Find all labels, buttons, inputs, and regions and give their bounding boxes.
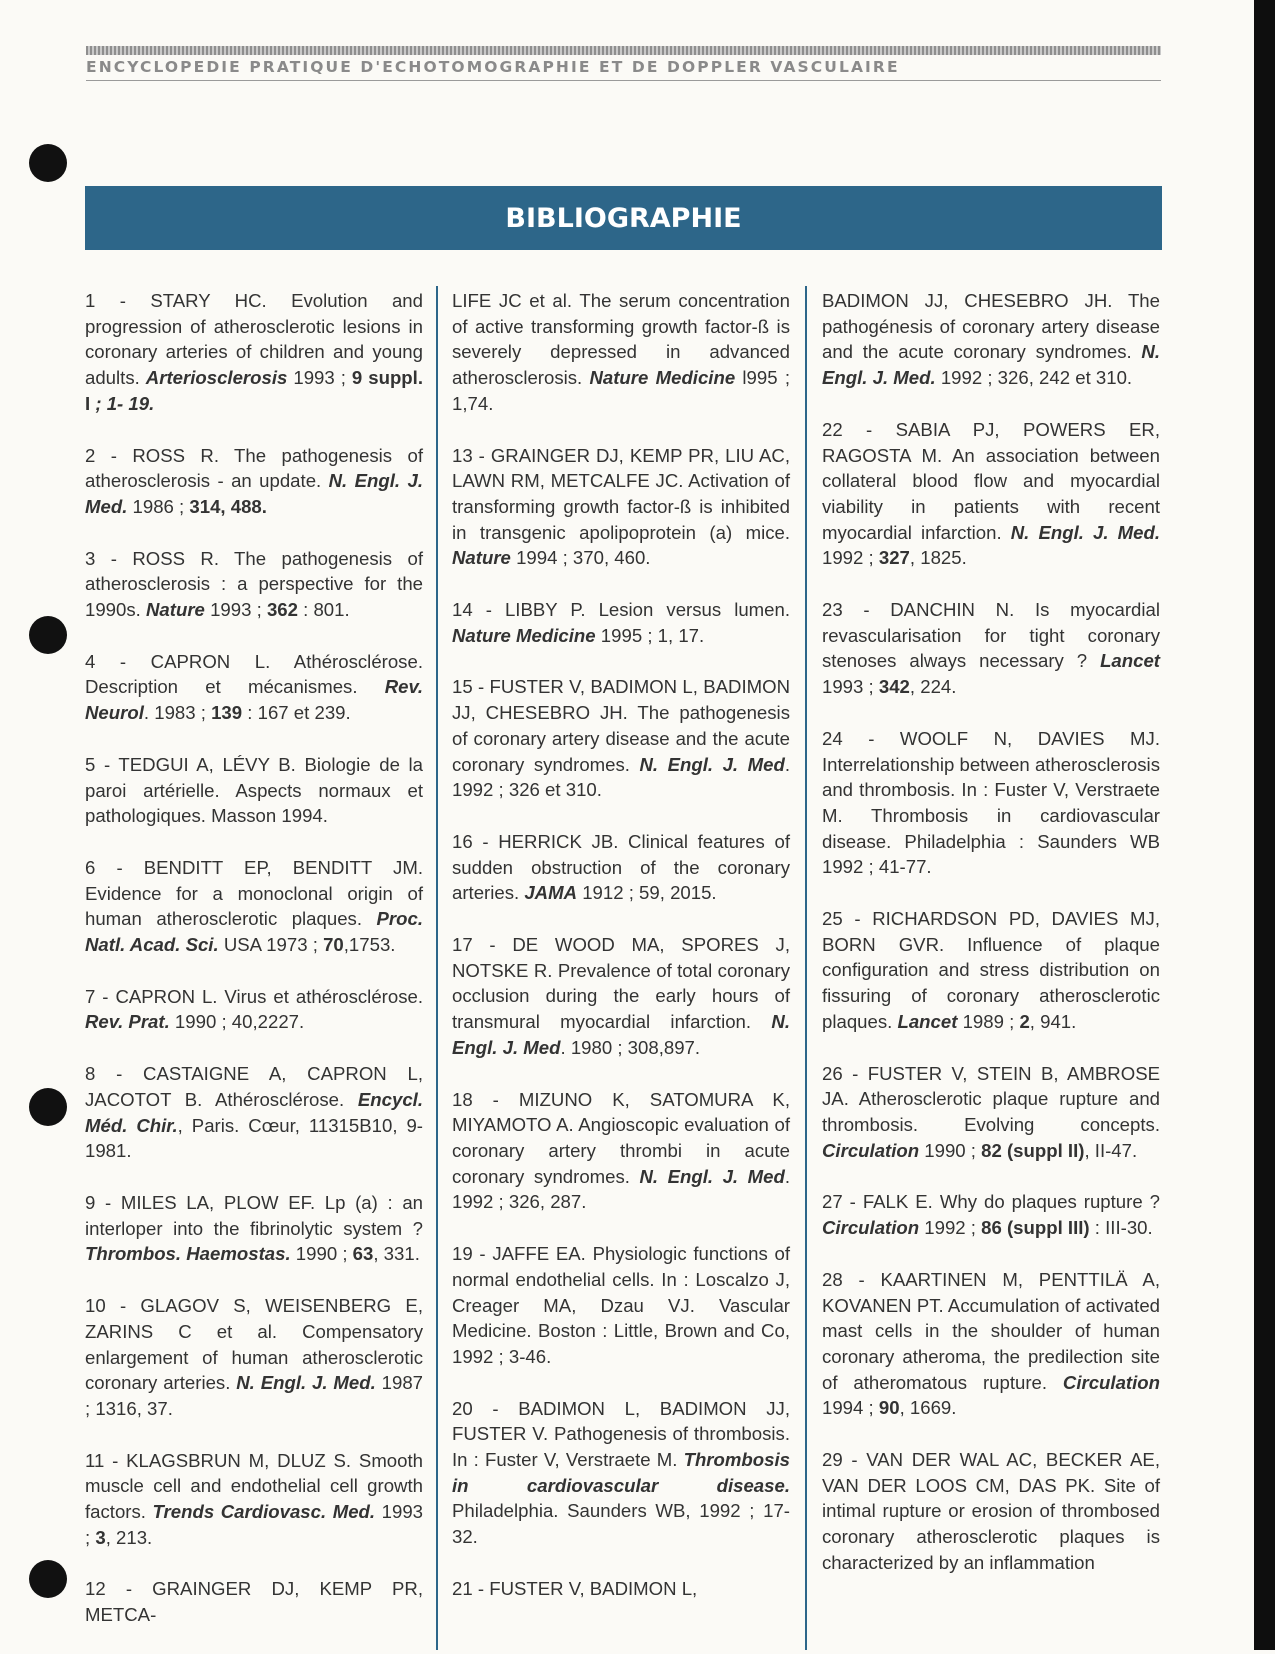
reference-text: , 224. (909, 676, 957, 698)
reference-text: 342 (878, 676, 910, 698)
reference-text: LIFE JC et al. The serum concentration of active transforming growth factor-ß is severely depressed in advanced atherosclerosis. (452, 290, 790, 389)
reference-text: 1 - STARY HC. Evolution and progression of atherosclerotic lesions in coronary arteries of children and young adults. (85, 290, 423, 389)
reference-entry (822, 597, 1160, 700)
reference-text: N. Engl. J. Med. (1010, 521, 1160, 543)
reference-text: 10 - GLAGOV S, WEISENBERG E, ZARINS C et al. Compensatory enlargement of human atherosclerotic coronary arteries. (85, 1295, 423, 1394)
reference-entry (85, 649, 423, 726)
reference-text: Circulation (822, 1217, 920, 1239)
reference-text: 1994 ; 370, 460. (510, 547, 651, 569)
reference-entry (85, 1576, 423, 1627)
reference-entry (85, 288, 423, 417)
reference-text: . 1983 ; (143, 702, 212, 724)
reference-text: Lancet (897, 1010, 958, 1032)
reference-entry (452, 1241, 790, 1370)
reference-entry (452, 1576, 790, 1602)
reference-text: Nature (146, 599, 205, 621)
reference-text: 1990 ; (290, 1243, 353, 1265)
reference-text: 11 - KLAGSBRUN M, DLUZ S. Smooth muscle cell and endothelial cell growth factors. (85, 1449, 423, 1523)
header-band (86, 46, 1161, 55)
reference-text: 362 (266, 599, 298, 621)
reference-text: Trends Cardiovasc. Med. (152, 1501, 376, 1523)
reference-text: 1912 ; 59, 2015. (577, 882, 717, 904)
reference-text: 3 - ROSS R. The pathogenesis of atherosclerosis : a perspective for the 1990s. (85, 547, 423, 621)
reference-entry (85, 855, 423, 958)
reference-text: 29 - VAN DER WAL AC, BECKER AE, VAN DER LOOS CM, DAS PK. Site of intimal rupture or erosion of thrombosed coronary atherosclerotic plaques is characterized by an inflammation (822, 1449, 1160, 1573)
reference-text: 27 - FALK E. Why do plaques rupture ? (822, 1191, 1160, 1213)
reference-text: 1987 ; 1316, 37. (85, 1372, 423, 1419)
reference-text: 16 - HERRICK JB. Clinical features of sudden obstruction of the coronary arteries. (452, 830, 790, 904)
reference-entry (822, 1189, 1160, 1240)
reference-text: 12 - GRAINGER DJ, KEMP PR, METCA- (85, 1578, 423, 1626)
reference-entry (822, 906, 1160, 1035)
reference-text: 86 (suppl III) (981, 1217, 1090, 1239)
reference-text: 1993 ; (204, 599, 267, 621)
reference-text: 1990 ; 40,2227. (169, 1011, 305, 1033)
reference-text: 18 - MIZUNO K, SATOMURA K, MIYAMOTO A. Angioscopic evaluation of coronary artery thrombi in acute coronary syndromes. (452, 1088, 790, 1187)
reference-text: : 167 et 239. (242, 702, 351, 724)
section-banner (85, 186, 1162, 250)
reference-text: 9 suppl. I (85, 367, 423, 414)
reference-text: . 1992 ; 326 et 310. (452, 753, 790, 801)
reference-entry (822, 417, 1160, 571)
reference-text: N. Engl. J. Med. (236, 1372, 376, 1394)
reference-text: 15 - FUSTER V, BADIMON L, BADIMON JJ, CHESEBRO JH. The pathogenesis of coronary artery disease and the acute coronary syndromes. (452, 676, 790, 775)
reference-text: 2 (1019, 1010, 1030, 1032)
reference-entry (85, 546, 423, 623)
reference-entry (85, 1190, 423, 1267)
reference-text: 14 - LIBBY P. Lesion versus lumen. (452, 599, 790, 621)
reference-column-3 (822, 288, 1160, 1602)
reference-entry (452, 1396, 790, 1550)
reference-text: N. Engl. J. Med. (85, 470, 423, 517)
reference-text: , Paris. Cœur, 11315B10, 9-1981. (85, 1114, 423, 1162)
reference-text: 24 - WOOLF N, DAVIES MJ. Interrelationship between atherosclerosis and thrombosis. In : Fuster V, Verstraete M. Thrombosis in cardiovascular disease. Philadelphia : Saunders WB 1992 ; 41-77. (822, 727, 1160, 878)
reference-entry (452, 829, 790, 906)
reference-text: 1995 ; 1, 17. (595, 624, 705, 646)
reference-entry (85, 1293, 423, 1422)
binder-hole (29, 144, 67, 182)
reference-text: Arteriosclerosis (145, 367, 288, 389)
binder-hole (29, 616, 67, 654)
column-divider (805, 286, 807, 1650)
reference-entry (85, 443, 423, 520)
reference-text: , 213. (105, 1526, 153, 1548)
reference-text: 327 (878, 547, 910, 569)
reference-entry (452, 932, 790, 1061)
reference-entry (452, 443, 790, 572)
reference-text: 1992 ; 326, 242 et 310. (935, 367, 1133, 389)
reference-text: 1993 ; (85, 1501, 423, 1548)
reference-text: Circulation (822, 1139, 920, 1161)
reference-text: 2 - ROSS R. The pathogenesis of atherosclerosis - an update. (85, 444, 423, 492)
reference-text: , II-47. (1084, 1139, 1138, 1161)
reference-entry (822, 1267, 1160, 1421)
reference-text: 70 (323, 934, 344, 956)
reference-entry (452, 1087, 790, 1216)
running-header: ENCYCLOPEDIE PRATIQUE D'ECHOTOMOGRAPHIE ET DE DOPPLER VASCULAIRE (86, 58, 900, 76)
reference-text: 1992 ; (919, 1217, 982, 1239)
binder-hole (29, 1560, 67, 1598)
reference-text: 7 - CAPRON L. Virus et athérosclérose. (85, 985, 423, 1007)
reference-text: 314, 488. (189, 495, 267, 517)
reference-text: 4 - CAPRON L. Athérosclérose. Description et mécanismes. (85, 650, 423, 698)
reference-text: Philadelphia. Saunders WB, 1992 ; 17-32. (452, 1500, 790, 1548)
reference-text: Proc. Natl. Acad. Sci. (85, 908, 423, 956)
reference-text: Thrombos. Haemostas. (85, 1243, 291, 1265)
reference-text: 3 (95, 1526, 106, 1548)
reference-text: ; 1- 19. (90, 392, 155, 414)
reference-text: 19 - JAFFE EA. Physiologic functions of normal endothelial cells. In : Loscalzo J, Creager MA, Dzau VJ. Vascular Medicine. Boston : Little, Brown and Co, 1992 ; 3-46. (452, 1243, 790, 1367)
reference-text: Rev. Neurol (85, 676, 423, 724)
reference-text: Lancet (1100, 650, 1160, 672)
reference-text: 22 - SABIA PJ, POWERS ER, RAGOSTA M. An association between collateral blood flow and myocardial viability in patients with recent myocardial infarction. (822, 418, 1160, 543)
reference-entry (452, 288, 790, 417)
reference-text: , 1669. (899, 1397, 957, 1419)
reference-text: 25 - RICHARDSON PD, DAVIES MJ, BORN GVR. Influence of plaque configuration and stress distribution on fissuring of coronary atherosclerotic plaques. (822, 908, 1160, 1032)
reference-text: JAMA (524, 882, 578, 904)
reference-text: 23 - DANCHIN N. Is myocardial revascularisation for tight coronary stenoses always necessary ? (822, 599, 1160, 672)
reference-column-1 (85, 288, 423, 1654)
reference-column-2 (452, 288, 790, 1628)
reference-text: 8 - CASTAIGNE A, CAPRON L, JACOTOT B. Athérosclérose. (85, 1063, 423, 1110)
reference-entry (85, 1448, 423, 1551)
reference-text: . 1980 ; 308,897. (560, 1036, 701, 1058)
reference-entry (822, 726, 1160, 880)
reference-text: N. Engl. J. Med. (822, 341, 1160, 389)
reference-text: N. Engl. J. Med (639, 753, 785, 775)
reference-text: 1994 ; (822, 1397, 879, 1419)
reference-entry (85, 752, 423, 829)
binder-hole (29, 1088, 67, 1126)
reference-text: 9 - MILES LA, PLOW EF. Lp (a) : an interloper into the fibrinolytic system ? (85, 1191, 423, 1239)
reference-text: , 331. (373, 1243, 420, 1265)
column-divider (436, 286, 438, 1650)
reference-text: 1993 ; (287, 367, 352, 389)
reference-text: Rev. Prat. (85, 1011, 170, 1033)
reference-text: 1986 ; (127, 495, 190, 517)
scan-edge (1254, 0, 1275, 1650)
reference-text: , 941. (1029, 1010, 1077, 1032)
reference-text: 5 - TEDGUI A, LÉVY B. Biologie de la paroi artérielle. Aspects normaux et pathologiques. Masson 1994. (85, 753, 423, 827)
reference-text: 20 - BADIMON L, BADIMON JJ, FUSTER V. Pathogenesis of thrombosis. In : Fuster V, Verstraete M. (452, 1397, 790, 1471)
reference-entry (452, 597, 790, 648)
reference-text: , 1825. (909, 547, 967, 569)
reference-text: 82 (suppl II) (981, 1139, 1085, 1161)
reference-text: 17 - DE WOOD MA, SPORES J, NOTSKE R. Prevalence of total coronary occlusion during the early hours of transmural myocardial infarction. (452, 934, 790, 1033)
reference-text: Nature (452, 547, 511, 569)
reference-entry (822, 288, 1160, 391)
reference-text: 1989 ; (957, 1010, 1020, 1032)
reference-text: Encycl. Méd. Chir. (85, 1088, 423, 1136)
reference-text: 26 - FUSTER V, STEIN B, AMBROSE JA. Atherosclerotic plaque rupture and thrombosis. Evolving concepts. (822, 1062, 1160, 1135)
reference-entry (452, 674, 790, 803)
reference-text: 1993 ; (822, 676, 879, 698)
reference-text: : III-30. (1089, 1217, 1153, 1239)
reference-text: 1992 ; (822, 547, 879, 569)
reference-entry (85, 984, 423, 1035)
reference-text: Thrombosis in cardiovascular disease. (452, 1449, 790, 1496)
reference-text: 6 - BENDITT EP, BENDITT JM. Evidence for a monoclonal origin of human atherosclerotic plaques. (85, 856, 423, 930)
reference-text: USA 1973 ; (218, 934, 324, 956)
reference-text: Nature Medicine (452, 624, 596, 646)
section-title: BIBLIOGRAPHIE (505, 202, 742, 234)
reference-text: l995 ; 1,74. (452, 367, 790, 414)
reference-text: N. Engl. J. Med (639, 1165, 785, 1187)
reference-entry (822, 1061, 1160, 1164)
reference-text: 139 (211, 702, 243, 724)
reference-text: BADIMON JJ, CHESEBRO JH. The pathogénesis of coronary artery disease and the acute coronary syndromes. (822, 290, 1160, 363)
reference-text: Circulation (1062, 1371, 1160, 1393)
reference-text: : 801. (297, 599, 350, 621)
reference-text: 13 - GRAINGER DJ, KEMP PR, LIU AC, LAWN RM, METCALFE JC. Activation of transforming growth factor-ß is inhibited in transgenic apolipoprotein (a) mice. (452, 444, 790, 543)
reference-text: 1990 ; (919, 1139, 982, 1161)
header-rule (86, 80, 1161, 81)
reference-text: Nature Medicine (589, 367, 736, 389)
reference-entry (822, 1447, 1160, 1576)
reference-entry (85, 1061, 423, 1164)
reference-text: 90 (878, 1397, 900, 1419)
reference-text: . 1992 ; 326, 287. (452, 1165, 790, 1213)
reference-text: 28 - KAARTINEN M, PENTTILÄ A, KOVANEN PT. Accumulation of activated mast cells in the shoulder of human coronary atheroma, the predilection site of atheromatous rupture. (822, 1268, 1160, 1393)
reference-text: N. Engl. J. Med (452, 1011, 790, 1058)
reference-text: 21 - FUSTER V, BADIMON L, (452, 1577, 698, 1599)
reference-text: ,1753. (343, 934, 396, 956)
reference-text: 63 (352, 1243, 374, 1265)
